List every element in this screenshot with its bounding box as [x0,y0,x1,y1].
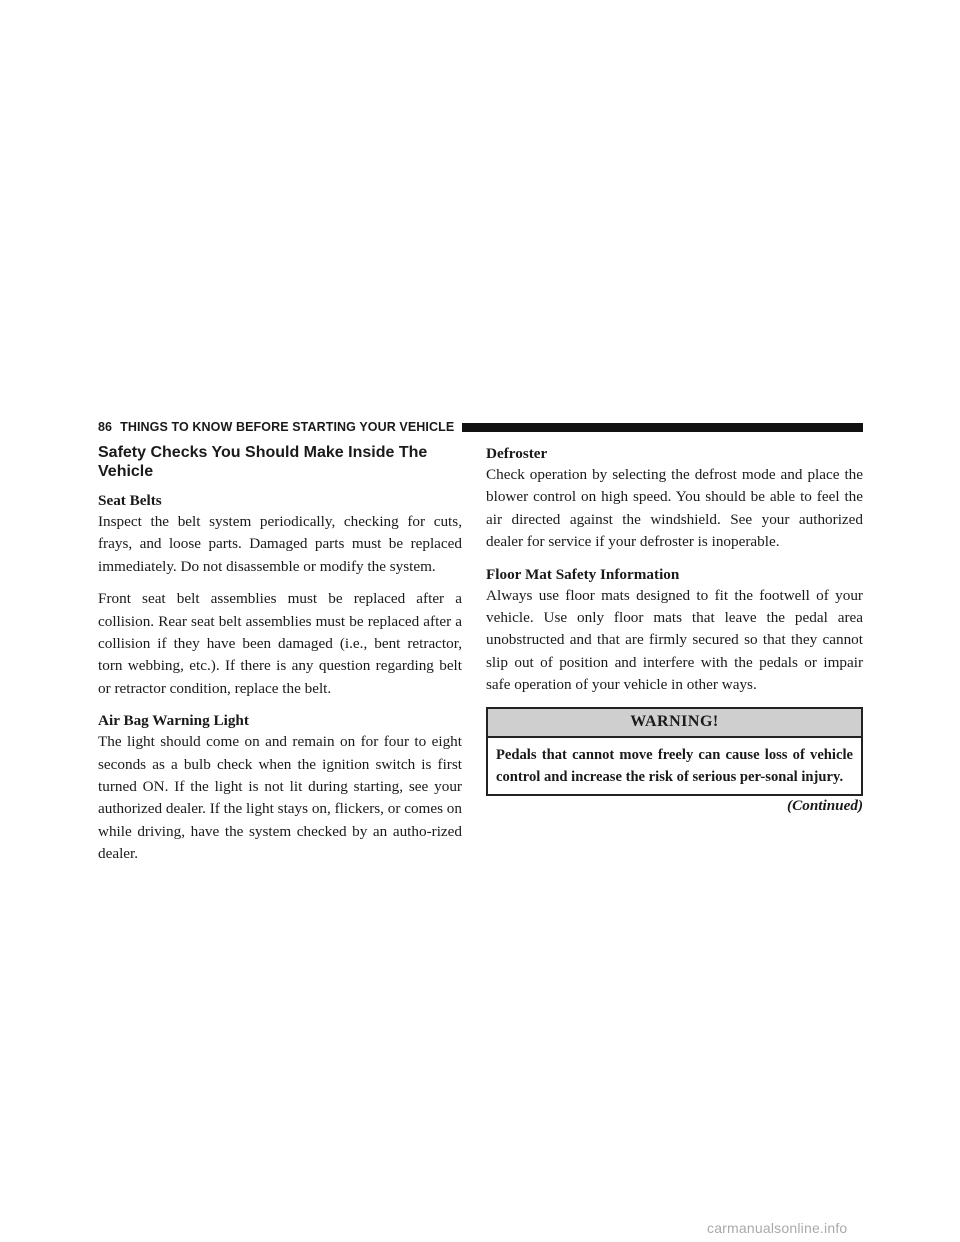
page-number: 86 [98,420,113,434]
air-bag-paragraph: The light should come on and remain on for four to eight seconds as a bulb check when the ignition switch is first turned ON. If the light is not lit during starting, see your authorized dealer. If the light stays on, flickers, or comes on while driving, have the system checked by an autho-rized dealer. [98,733,462,863]
seat-belts-paragraph-1: Inspect the belt system periodically, checking for cuts, frays, and loose parts. Damaged parts must be replaced immediately. Do not disassemble or modify the system. [98,513,462,575]
continued-label: (Continued) [787,797,863,815]
warning-box [486,707,863,797]
seat-belts-heading: Seat Belts [98,492,162,509]
defroster-paragraph: Check operation by selecting the defrost mode and place the blower control on high speed. You should be able to feel the air directed against the windshield. See your authorized dealer for service if your defroster is inoperable. [486,466,863,551]
warning-title: WARNING! [488,709,861,738]
floor-mat-paragraph: Always use floor mats designed to fit the footwell of your vehicle. Use only floor mats that leave the pedal area unobstructed and that are firmly secured so that they cannot slip out of position and interfere with the pedals or impair safe operation of your vehicle in other ways. [486,586,863,694]
floor-mat-heading: Floor Mat Safety Information [486,565,680,583]
warning-text: Pedals that cannot move freely can cause loss of vehicle control and increase the risk of serious per-sonal injury. [496,746,853,786]
defroster-heading: Defroster [486,445,548,462]
right-column [486,443,863,816]
watermark: carmanualsonline.info [707,1220,848,1236]
chapter-title: THINGS TO KNOW BEFORE STARTING YOUR VEHICLE [120,420,455,434]
air-bag-heading: Air Bag Warning Light [98,712,249,730]
section-title: Safety Checks You Should Make Inside The Vehicle [98,444,428,480]
left-column [98,443,462,876]
seat-belts-paragraph-2: Front seat belt assemblies must be replaced after a collision. Rear seat belt assemblies must be replaced after a collision if they have been damaged (i.e., bent retractor, torn webbing, etc.). If there is any question regarding belt or retractor condition, replace the belt. [98,590,462,697]
page-header [98,419,863,435]
header-rule [462,423,863,432]
